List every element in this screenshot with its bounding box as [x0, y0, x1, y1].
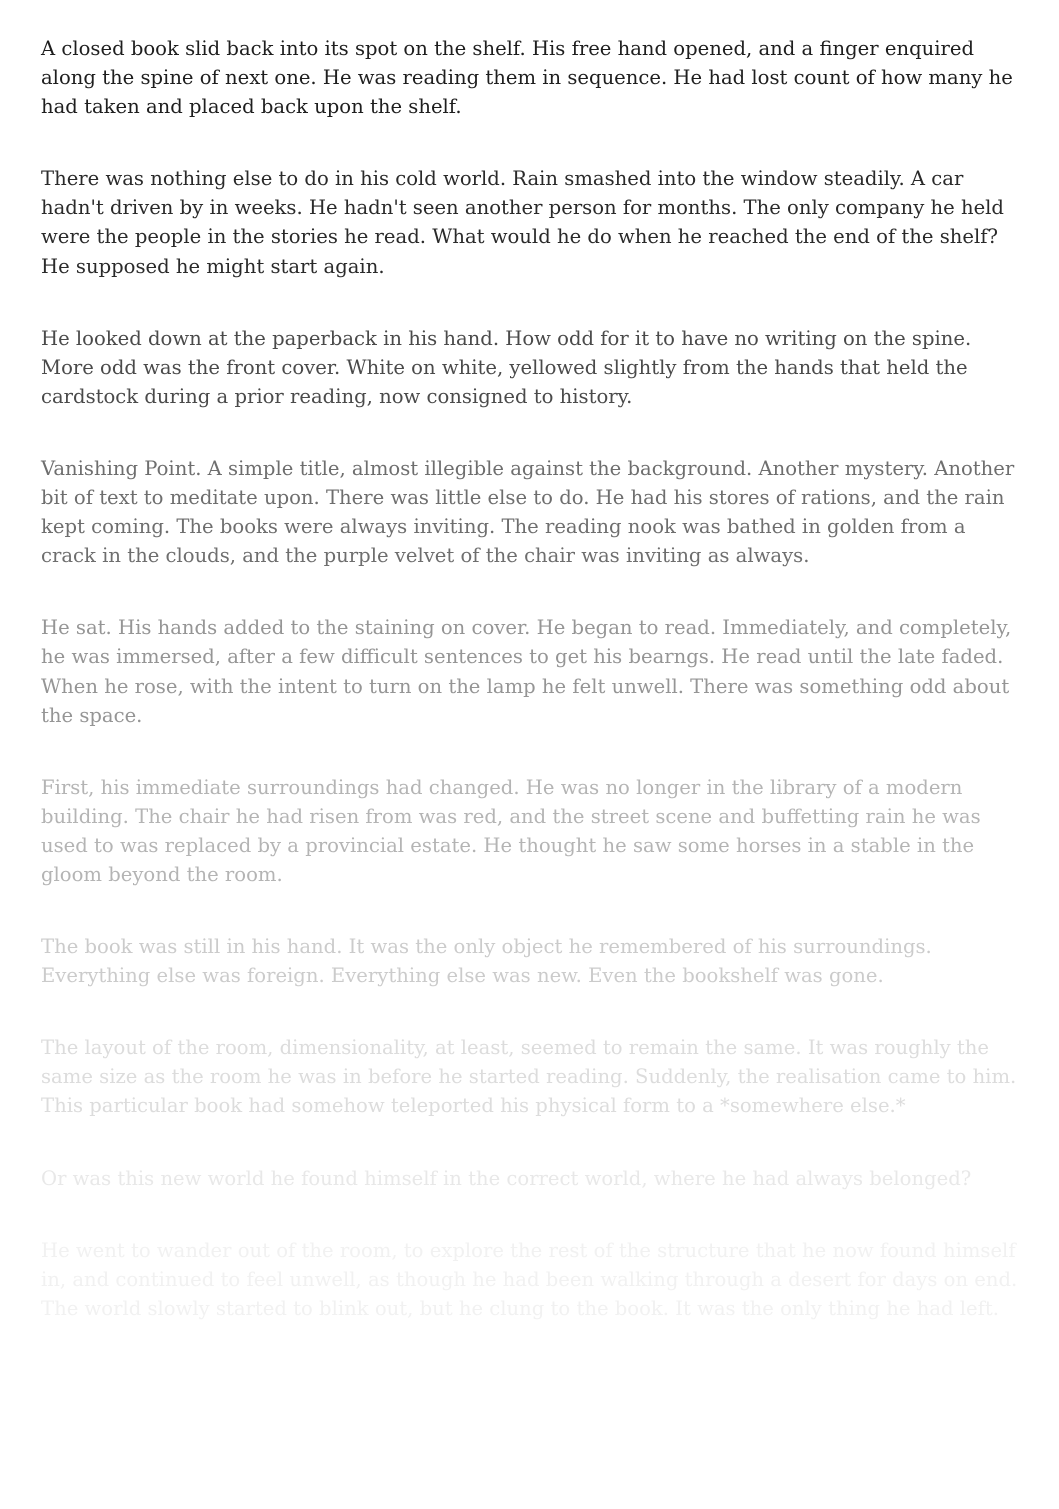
paragraph-9: Or was this new world he found himself in the correct world, where he had always belonged? — [41, 1166, 972, 1190]
paragraph-2: There was nothing else to do in his cold world. Rain smashed into the window steadily. A car hadn't driven by in weeks. He hadn't seen another person for months. The only company he held were the people in the stories he read. What would he do when he reached the end of the shelf? He supposed he might start again. — [41, 167, 1004, 278]
story-text — [41, 34, 1021, 1366]
paragraph-7: The book was still in his hand. It was the only object he remembered of his surroundings. Everything else was foreign. Everything else was new. Even the bookshelf was gone. — [41, 935, 932, 988]
paragraph-3: He looked down at the paperback in his hand. How odd for it to have no writing on the spine. More odd was the front cover. White on white, yellowed slightly from the hands that held the cardstock during a prior reading, now consigned to history. — [41, 326, 972, 408]
paragraph-6: First, his immediate surroundings had changed. He was no longer in the library of a modern building. The chair he had risen from was red, and the street scene and buffetting rain he was used to was replaced by a provincial estate. He thought he saw some horses in a stable in the gloom beyond the room. — [41, 775, 981, 886]
paragraph-10: He went to wander out of the room, to explore the rest of the structure that he now found himself in, and continued to feel unwell, as though he had been walking through a desert for days on end. The world slowly started to blink out, but he clung to the book. It was the only thing he had left. — [41, 1238, 1018, 1320]
paragraph-4: Vanishing Point. A simple title, almost illegible against the background. Another mystery. Another bit of text to meditate upon. There was little else to do. He had his stores of rations, and the rain kept coming. The books were always inviting. The reading nook was bathed in golden from a crack in the clouds, and the purple velvet of the chair was inviting as always. — [41, 456, 1015, 568]
paragraph-8: The layout of the room, dimensionality, at least, seemed to remain the same. It was roughly the same size as the room he was in before he started reading. Suddenly, the realisation came to him. This particular book had somehow teleported his physical form to a *somewhere else.* — [41, 1036, 1017, 1118]
paragraph-1: A closed book slid back into its spot on the shelf. His free hand opened, and a finger enquired along the spine of next one. He was reading them in sequence. He had lost count of how many he had taken and placed back upon the shelf. — [41, 37, 1013, 119]
paragraph-5: He sat. His hands added to the staining on cover. He began to read. Immediately, and completely, he was immersed, after a few difficult sentences to get his bearngs. He read until the late faded. When he rose, with the intent to turn on the lamp he felt unwell. There was something odd about the space. — [41, 616, 1012, 727]
